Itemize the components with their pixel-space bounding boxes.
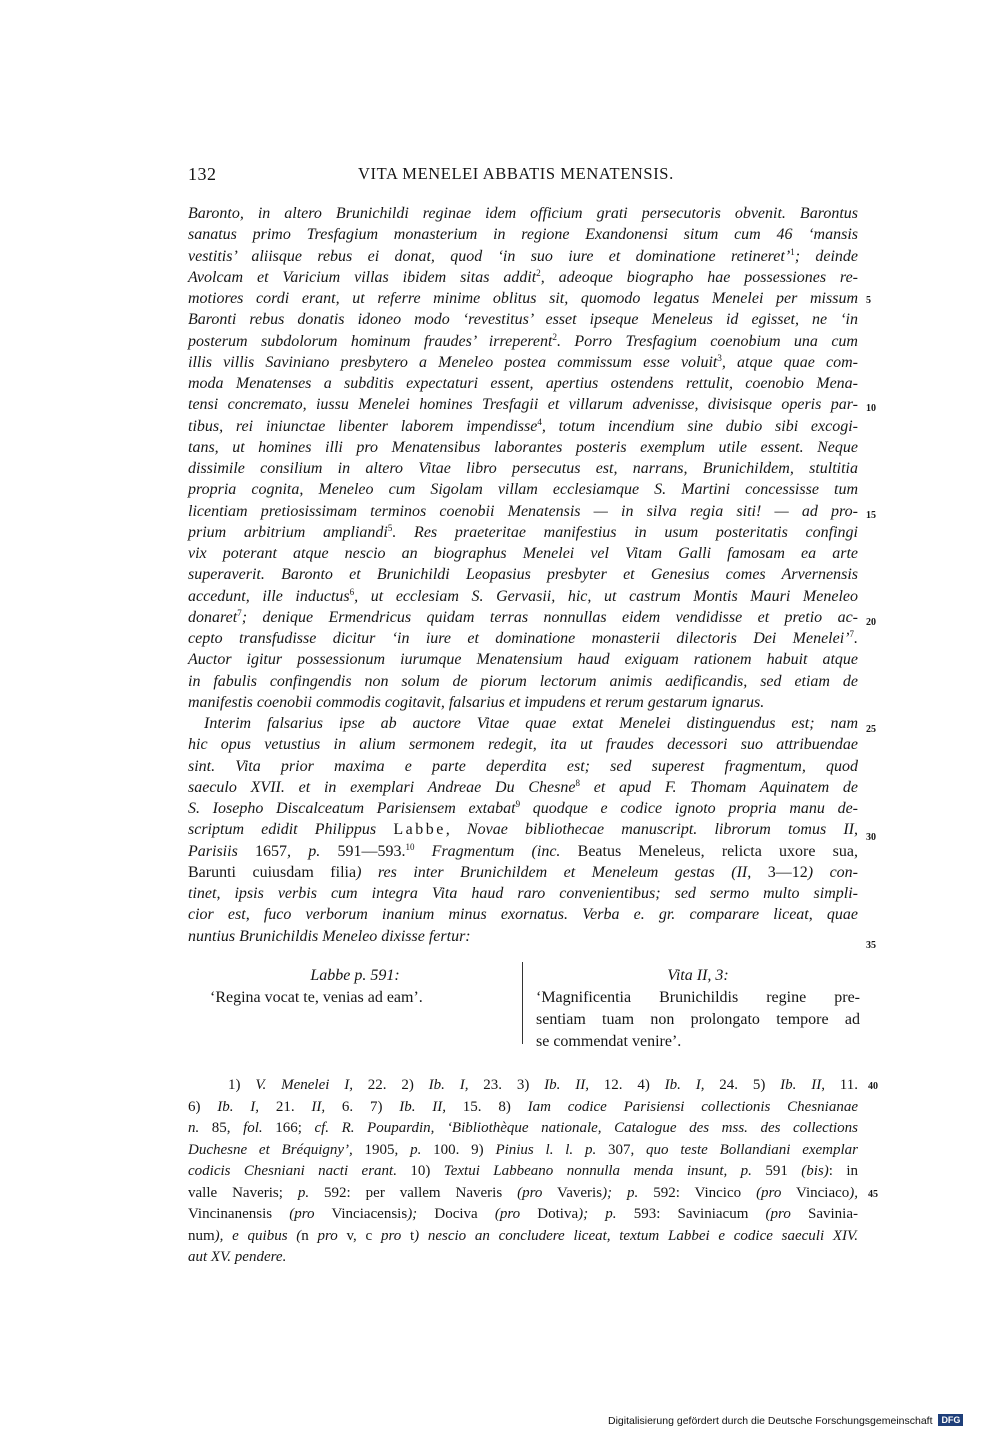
text-line: tinet, ipsis verbis cum integra Vita haud raro convenientibus; sed sermo multo simpli- [188,885,858,902]
text-line: prium arbitrium ampliandi$^5$. Res praeteritae manifestius in usum posteritatis confingi [188,522,858,541]
running-head: VITA MENELEI ABBATIS MENATENSIS. [358,164,674,183]
text-line: Parisiis 1657, p. 591—593.10 Fragmentum (inc. Beatus Meneleus, relicta uxore sua, [188,841,858,860]
right-column-line: sentiam tuam non prolongato tempore ad [536,1011,860,1028]
main-text [188,203,858,947]
text-line: accedunt, ille inductus$^6$, ut ecclesiam S. Gervasii, hic, ut castrum Montis Mauri Meneleo [188,586,858,605]
text-line: donaret$^7$; denique Ermendricus quidam terras nonnullas eidem vendidisse et pretio ac- [188,607,858,626]
text-line: cepto transfudisse dicitur ‘in iure et dominatione monasterii dilectoris Dei Menelei’$^7$. [188,629,858,647]
text-line: scriptum edidit Philippus Labbe, Novae bibliothecae manuscript. librorum tomus II, [188,821,858,839]
line-number: 25 [866,724,876,735]
line-number: 30 [866,832,876,843]
footnote-line: n. 85, fol. 166; cf. R. Poupardin, ‘Bibliothèque nationale, Catalogue des mss. des collections [188,1120,858,1136]
text-line: Barunti cuiusdam filia) res inter Brunichildem et Meneleum gestas (II, 3—12) con- [188,863,858,881]
right-column-line: ‘Magnificentia Brunichildis regine pre- [536,989,860,1006]
text-line: illis villis Saviniano presbytero a Meneleo postea commissum esse voluit$^3$, atque quae com- [188,352,858,371]
footnote-line-number: 45 [868,1189,878,1200]
text-line: motiores cordi erant, ut referre minime oblitus sit, quomodo legatus Menelei per missum [188,290,858,307]
footnote-line: 1) V. Menelei I, 22. 2) Ib. I, 23. 3) Ib. II, 12. 4) Ib. I, 24. 5) Ib. II, 11. [228,1077,858,1093]
text-line: saeculo XVII. et in exemplari Andreae Du Chesne$^8$ et apud F. Thomam Aquinatem de [188,777,858,796]
text-line: licentiam pretiosissimam terminos coenobii Menatensis — in silva regia siti! — ad pro- [188,502,858,520]
text-line: tensi concremato, iussu Menelei homines Tresfagii et villarum advenisse, divisisque operis par- [188,396,858,414]
footnote-line-number: 40 [868,1081,878,1092]
text-line: S. Iosepho Discalceatum Parisiensem extabat$^9$ quodque e codice ignoto propria manu de- [188,799,859,817]
comparison-right-column [536,965,860,1053]
text-line: cior est, fuco verborum inanium minus exornatus. Verba e. gr. comparare liceat, quae [188,906,858,924]
footnote-line: aut XV. pendere. [188,1249,287,1265]
digitization-credit [608,1414,963,1427]
comparison-left-column [210,965,500,1009]
footnote-line: 6) Ib. I, 21. II, 6. 7) Ib. II, 15. 8) Iam codice Parisiensi collectionis Chesnianae [188,1098,858,1115]
text-line: vestitis’ aliisque rebus ei donat, quod ‘in suo iure et dominatione retineret’$^1$; deinde [188,246,858,265]
text-line: manifestis coenobii commodis cogitavit, falsarius et impudens et rerum gestarum ignarus. [188,693,765,711]
text-line: superaverit. Baronto et Brunichildi Leopasius presbyter et Genesius comes Arvernensis [188,566,858,584]
footnote-line: valle Naveris; p. 592: per vallem Naveris (pro Vaveris); p. 592: Vincico (pro Vinciaco), [188,1184,859,1201]
text-line: Interim falsarius ipse ab auctore Vitae quae extat Menelei distinguendus est; nam [204,715,858,732]
footnote-line: codicis Chesniani nacti erant. 10) Textui Labbeano nonnulla menda insunt, p. 591 (bis): in [188,1163,858,1179]
footnote-line: Duchesne et Bréquigny’, 1905, p. 100. 9) Pinius l. l. p. 307, quo teste Bollandiani exemplar [188,1141,859,1158]
text-line: Auctor igitur possessionum iurumque Menatensium haud exiguam rationem habuit atque [188,651,858,669]
text-line: sint. Vita prior maxima e parte deperdita est; sed superest fragmentum, quod [188,757,858,775]
right-column-heading: Vita II, 3: [667,967,729,984]
text-line: posterum subdolorum hominum fraudes’ irreperent$^2$. Porro Tresfagium coenobium una cum [188,331,858,350]
page-number: 132 [188,164,217,184]
line-number: 35 [866,940,876,951]
text-line: Baronto, in altero Brunichildi reginae idem officium grati persecutoris obvenit. Barontus [188,205,858,222]
line-number: 5 [866,295,871,306]
footnote-line: num), e quibus (n pro v, c pro t) nescio an concludere liceat, textum Labbei e codice saeculi XIV. [188,1227,858,1244]
left-column-heading: Labbe p. 591: [310,967,400,984]
footnote-line: Vincinanensis (pro Vinciacensis); Dociva (pro Dotiva); p. 593: Saviniacum (pro Savinia- [188,1206,858,1222]
text-line: hic opus vetustius in alium sermonem redegit, ita ut fraudes decessori suo attribuendae [188,736,858,754]
text-line: vix poterant atque nescio an biographus Menelei vel Vitam Galli famosam ea arte [188,545,858,562]
right-column-line: se commendat venire’. [536,1033,682,1050]
text-line: nuntius Brunichildis Meneleo dixisse fertur: [188,927,471,945]
text-line: in fabulis confingendis non solum de piorum lectorum animis aedificandis, sed etiam de [188,672,858,690]
dfg-logo: DFG [938,1414,963,1426]
text-line: sanatus primo Tresfagium monasterium in regione Exandonensi situm cum 46 ‘mansis [188,226,858,244]
text-line: moda Menatenses a subditis expectaturi essent, apertius ostendens rettulit, coenobio Mena- [188,375,858,392]
text-line: dissimile consilium in altero Vitae libro persecutus est, narrans, Brunichildem, stultitia [188,460,858,477]
text-line: tibus, rei iniunctae libenter laborem impendisse$^4$, totum incendium sine dubio sibi excogi- [188,416,858,435]
line-number: 15 [866,510,876,521]
text-line: propria cognita, Meneleo cum Sigolam villam ecclesiamque S. Martini concessisse tum [188,481,858,499]
text-line: Avolcam et Varicium villas ibidem sitas addit$^2$, adeoque biographo hae possessiones re- [188,267,858,286]
text-line: Baronti rebus donatis idoneo modo ‘revestitus’ esset ipseque Meneleus id egisset, ne ‘in [188,311,858,329]
column-divider [522,962,523,1044]
credit-text: Digitalisierung gefördert durch die Deutsche Forschungsgemeinschaft [608,1415,933,1427]
footnotes [188,1075,858,1269]
line-number: 10 [866,403,876,414]
text-line: tans, ut homines illi pro Menatensibus laborantes posteris exemplum utile essent. Neque [188,438,858,456]
left-column-text: ‘Regina vocat te, venias ad eam’. [210,989,423,1006]
line-number: 20 [866,617,876,628]
